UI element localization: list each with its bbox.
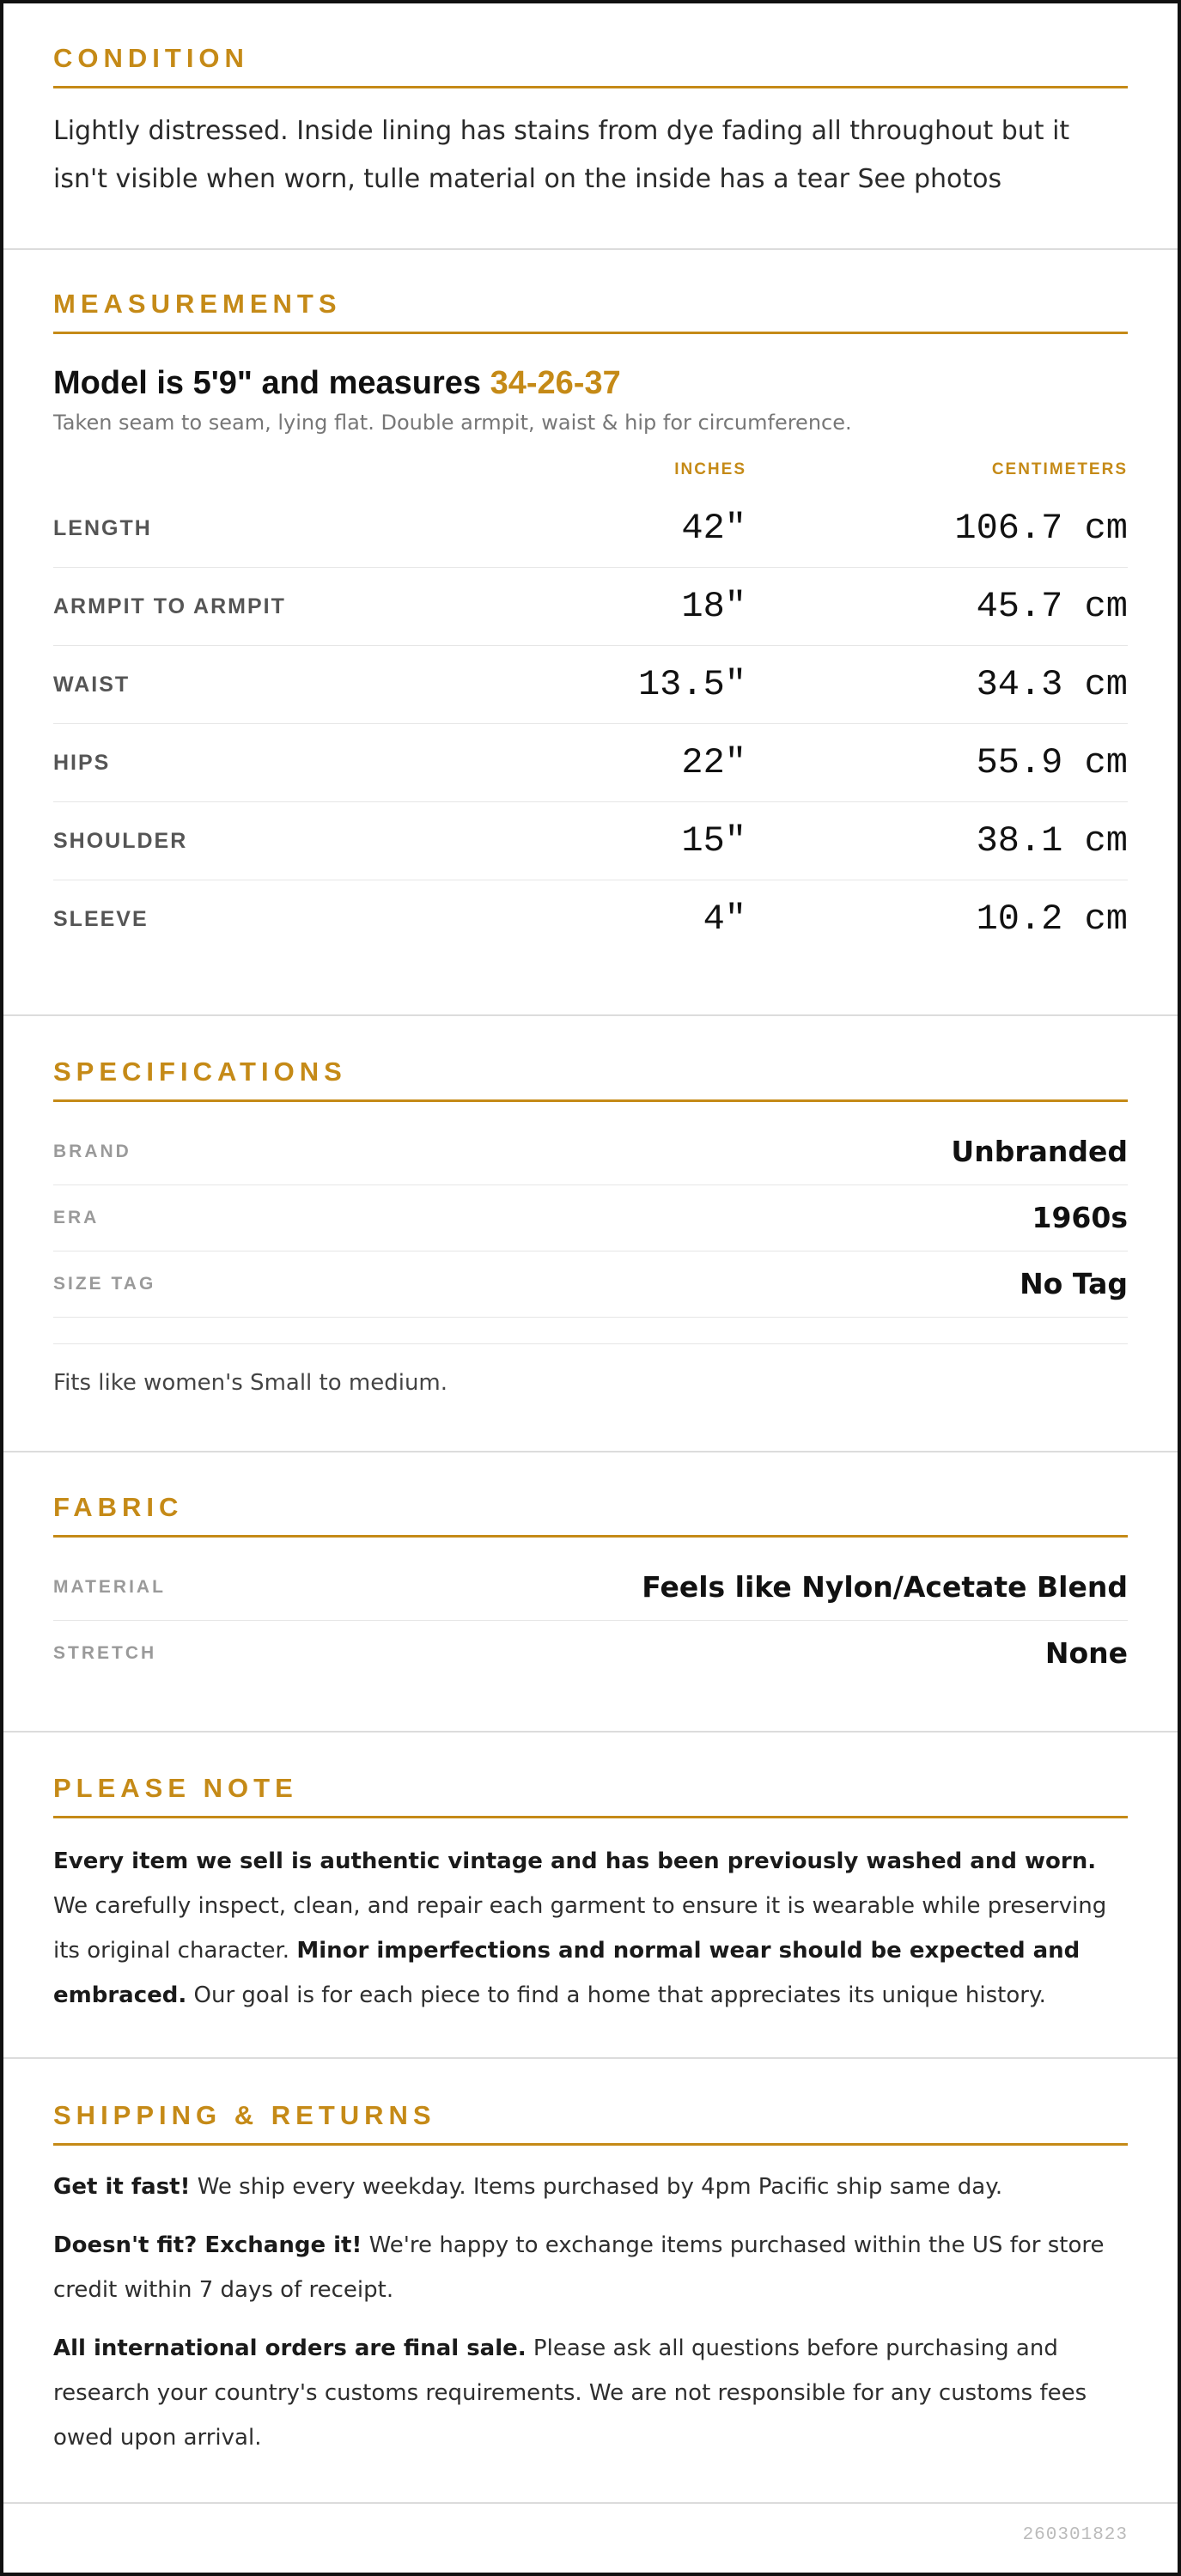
shipping-paragraph-2 <box>53 2223 1128 2312</box>
please-note-text-1: We carefully inspect, clean, and repair each garment to ensure it is wearable while preserving its original character. <box>53 1893 1107 1964</box>
spec-row <box>53 1119 1128 1185</box>
measurement-inches: 22" <box>681 742 746 783</box>
shipping-paragraph-3 <box>53 2326 1128 2460</box>
measurements-table <box>53 490 1128 958</box>
condition-text: Lightly distressed. Inside lining has stains from dye fading all throughout but it isn't visible when worn, tulle material on the inside has a tear See photos <box>53 116 1070 194</box>
divider <box>3 1014 1178 1016</box>
measurement-cm: 55.9 cm <box>976 742 1128 783</box>
measurement-inches: 15" <box>681 820 746 862</box>
measurement-label: WAIST <box>53 673 131 697</box>
measurement-row <box>53 880 1128 958</box>
divider <box>3 2057 1178 2059</box>
spec-value: 1960s <box>1032 1201 1128 1234</box>
measurements-section <box>3 289 1178 958</box>
measurement-label: HIPS <box>53 751 111 775</box>
shipping-text-3: Please ask all questions before purchasing and research your country's customs requirements. We are not responsible for any customs fees owed upon arrival. <box>53 2335 1087 2451</box>
spec-value: None <box>1044 1636 1128 1670</box>
spec-value: Feels like Nylon/Acetate Blend <box>642 1570 1128 1604</box>
measurement-label: SLEEVE <box>53 907 149 931</box>
fabric-section <box>3 1492 1178 1686</box>
measurement-cm: 34.3 cm <box>976 664 1128 705</box>
measurement-inches: 18" <box>681 586 746 627</box>
fabric-table <box>53 1555 1128 1686</box>
shipping-bold-3: All international orders are final sale. <box>53 2335 527 2361</box>
measurement-row <box>53 490 1128 568</box>
fit-note: Fits like women's Small to medium. <box>53 1343 1128 1396</box>
measurement-inches: 42" <box>681 508 746 549</box>
spec-value: Unbranded <box>951 1135 1128 1168</box>
shipping-text-2: We're happy to exchange items purchased within the US for store credit within 7 days of receipt. <box>53 2232 1105 2303</box>
shipping-section <box>3 2100 1178 2460</box>
divider <box>3 1451 1178 1452</box>
measurements-subtitle: Taken seam to seam, lying flat. Double armpit, waist & hip for circumference. <box>53 411 852 435</box>
spec-key: MATERIAL <box>53 1577 166 1597</box>
please-note-heading: PLEASE NOTE <box>53 1773 1128 1818</box>
spec-key: BRAND <box>53 1142 131 1161</box>
fabric-heading: FABRIC <box>53 1492 1128 1538</box>
measurement-label: LENGTH <box>53 516 152 540</box>
spec-row <box>53 1555 1128 1621</box>
column-inches: INCHES <box>674 460 746 478</box>
measurement-row <box>53 802 1128 880</box>
measurement-label: SHOULDER <box>53 829 188 853</box>
divider <box>3 2502 1178 2504</box>
please-note-text-2: Our goal is for each piece to find a home that appreciates its unique history. <box>186 1982 1046 2008</box>
measurement-row <box>53 646 1128 724</box>
spec-key: STRETCH <box>53 1643 157 1663</box>
please-note-bold-2: Minor imperfections and normal wear should be expected and embraced. <box>53 1938 1081 2008</box>
spec-row <box>53 1185 1128 1251</box>
spec-value: No Tag <box>1020 1267 1128 1300</box>
spec-row <box>53 1251 1128 1318</box>
measurement-inches: 4" <box>703 898 746 940</box>
model-measures-value: 34-26-37 <box>490 365 621 401</box>
measurements-column-header <box>53 435 1128 490</box>
condition-section <box>3 43 1178 204</box>
item-code: 260301823 <box>1022 2525 1128 2545</box>
please-note-text <box>53 1839 1128 2018</box>
measurement-cm: 38.1 cm <box>976 820 1128 862</box>
measurement-cm: 10.2 cm <box>976 898 1128 940</box>
specifications-heading: SPECIFICATIONS <box>53 1057 1128 1102</box>
condition-heading: CONDITION <box>53 43 1128 88</box>
please-note-bold-1: Every item we sell is authentic vintage and has been previously washed and worn. <box>53 1848 1097 1874</box>
specifications-table <box>53 1119 1128 1318</box>
divider <box>3 1731 1178 1733</box>
spec-key: ERA <box>53 1208 100 1227</box>
model-measures-line <box>53 365 1128 402</box>
spec-row <box>53 1621 1128 1686</box>
column-centimeters: CENTIMETERS <box>991 460 1128 478</box>
measurement-label: ARMPIT TO ARMPIT <box>53 594 286 618</box>
shipping-bold-1: Get it fast! <box>53 2174 191 2200</box>
shipping-heading: SHIPPING & RETURNS <box>53 2100 1128 2146</box>
spec-key: SIZE TAG <box>53 1274 156 1294</box>
measurement-cm: 106.7 cm <box>954 508 1128 549</box>
measurement-row <box>53 724 1128 802</box>
divider <box>3 248 1178 250</box>
measurement-inches: 13.5" <box>637 664 746 705</box>
model-prefix: Model is 5'9" and measures <box>53 365 490 401</box>
shipping-bold-2: Doesn't fit? Exchange it! <box>53 2232 362 2258</box>
measurements-heading: MEASUREMENTS <box>53 289 1128 334</box>
specifications-section <box>3 1057 1178 1396</box>
measurement-row <box>53 568 1128 646</box>
measurement-cm: 45.7 cm <box>976 586 1128 627</box>
shipping-text-1: We ship every weekday. Items purchased by 4pm Pacific ship same day. <box>190 2174 1003 2200</box>
please-note-section <box>3 1773 1178 2018</box>
shipping-paragraph-1 <box>53 2165 1128 2209</box>
